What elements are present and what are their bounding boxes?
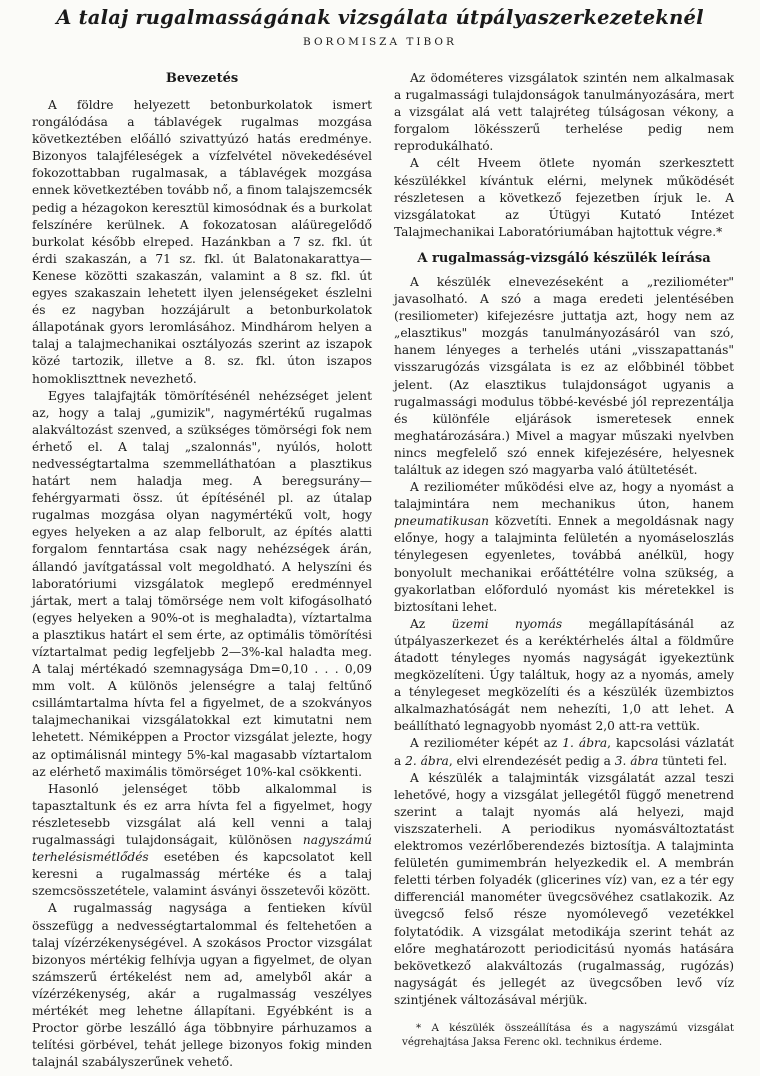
paragraph: [32, 781, 372, 901]
italic-text: pneumatikusan: [394, 514, 489, 529]
italic-text: 2. ábra: [405, 753, 449, 768]
paragraph: Az ödométeres vizsgálatok szintén nem alkalmasak a rugalmassági tulajdonságok tanulmányozására, mert a vizsgálat alá vett talajréteg túlságosan vékony, a forgalom lökésszerű terhelése pedig nem reprodukálható.: [394, 71, 734, 154]
text-run: tünteti fel.: [658, 753, 728, 768]
footnote: * A készülék összeállítása és a nagyszámú vizsgálat végrehajtása Jaksa Ferenc okl. technikus érdeme.: [402, 1021, 734, 1049]
italic-text: 1. ábra: [562, 736, 608, 751]
text-run: , elvi elrendezését pedig a: [448, 753, 615, 768]
italic-text: 3. ábra: [614, 753, 659, 768]
paragraph: Egyes talajfajták tömörítésénél nehézséget jelent az, hogy a talaj „gumizik", nagymértékű rugalmas alakváltozást szenved, a szükséges tömörségi fok nem érhető el. A talaj „szalonnás", nyúlós, holott nedvességtartalma szemmelláthatóan a plasztikus határt nem haladja meg. A beregsurány—fehérgyarmati össz. út építésénél pl. az útalap rugalmas mozgása olyan nagymértékű volt, hogy egyes helyeken a az alap felborult, az építés alatti forgalom fenntartása csak nagy nehézségek árán, állandó javítgatással volt megoldható. A helyszíni és laboratóriumi vizsgálatok meglepő eredménnyel jártak, mert a talaj tömörsége nem volt kifogásolható (egyes helyeken a 90%-ot is meghaladta), víztartalma a plasztikus határt el sem érte, az optimális tömörítési víztartalmat pedig legfeljebb 2—3%-kal haladta meg. A talaj mértékadó szemnagysága Dm=0,10 . . . 0,09 mm volt. A különös jelenségre a talaj feltűnő csillámtartalma hívta fel a figyelmet, de a szokványos talajmechanikai vizsgálatokkal ezt kimutatni nem lehetett. Némiképpen a Proctor vizsgálat jelezte, hogy az optimálisnál mintegy 5%-kal magasabb víztartalom az elérhető maximális tömörséget 10%-kal csökkenti.: [32, 388, 372, 779]
text-run: Az: [410, 616, 452, 631]
paragraph: A rugalmasság nagysága a fentieken kívül összefügg a nedvességtartalommal és feltehetően a talaj vízérzékenységével. A szokásos Proctor vizsgálat bizonyos mértékig felhívja ugyan a figyelmet, de olyan számszerű értékelést nem ad, amelyből akár a vízérzékenység, akár a rugalmasság veszélyes mértékét meg lehetne állapítani. Egyébként is a Proctor görbe leszálló ága többnyire párhuzamos a telítési görbével, tehát jellege bizonyos fokig minden talajnál szabályszerűnek vehető.: [32, 901, 372, 1070]
left-column: [32, 70, 372, 1071]
text-run: közvetíti. Ennek a megoldásnak nagy előnye, hogy a talajminta felületén a nyomáseloszlás ténylegesen egyenletes, továbbá anélkül, hogy bonyolult mechanikai erőáttétélre volna szükség, a gyakorlatban előforduló nyomást kis méretekkel is biztosítani lehet.: [394, 514, 734, 614]
section-heading-device: A rugalmasság-vizsgáló készülék leírása: [417, 250, 711, 266]
paragraph: A készülék a talajminták vizsgálatát azzal teszi lehetővé, hogy a vizsgálat jellegétől függő menetrend szerint a talajt nyomás alá helyezi, majd viszszaterheli. A periodikus nyomásváltoztatást elektromos vezérlőberendezés biztosítja. A talajminta felületén gumimembrán helyezkedik el. A membrán feletti térben folyadék (glicerines víz) van, ez a tér egy differenciál manométer üvegcsövéhez csatlakozik. Az üvegcső felső része nyomólevegő vezetékkel folytatódik. A vizsgálat metodikája szerint tehát az előre meghatározott periodicitású nyomás hatására bekövetkező alakváltozás (rugalmasság, rugózás) nagyságát és jellegét az üvegcsőben levő víz szintjének változásával mérjük.: [394, 770, 734, 1007]
paragraph: A célt Hveem ötlete nyomán szerkesztett készülékkel kívántuk elérni, melynek működését részletesen a következő fejezetben írjuk le. A vizsgálatokat az Útügyi Kutató Intézet Talajmechanikai Laboratóriumában hajtottuk végre.*: [394, 156, 734, 239]
section-heading-introduction: Bevezetés: [165, 71, 239, 86]
text-run: megállapításánál az útpályaszerkezet és a keréktérhelés által a földműre átadott tényleges nyomás nagyságát igyekeztünk megközelíteni. Úgy találtuk, hogy az a nyomás, amely a ténylegeset megközelíti és a készülék üzembiztos alkalmazhatóságát nem nehezíti, 1,0 att lehet. A beállítható legnagyobb nyomást 2,0 att-ra vettük.: [394, 616, 734, 734]
text-run: , kapcsolási vázlatát a: [394, 736, 734, 768]
paragraph: A készülék elnevezéseként a „reziliométer" javasolható. A szó a maga eredeti jelentésében (resiliometer) kifejezésre juttatja azt, hogy nem az „elasztikus" mozgás tanulmányozásáról van szó, hanem lényeges a terhelés utáni „visszapattanás" visszarugózás vizsgálata is ez az előbbinél többet jelent. (Az elasztikus tulajdonságot ugyanis a rugalmassági modulus többé-kevésbé jól reprezentálja és különféle eljárások ismeretesek ennek meghatározására.) Mivel a magyar műszaki nyelvben nincs megfelelő szó ennek kifejezésére, helyesnek találtuk az idegen szó magyarba való átültetését.: [394, 274, 734, 477]
paragraph: A földre helyezett betonburkolatok ismert rongálódása a táblavégek rugalmas mozgása következtében előálló szivattyúzó hatás eredménye. Bizonyos talajféleségek a vízfelvétel növekedésével fokozottabban rugalmasak, a táblavégek mozgása ennek következtében tovább nő, a finom talajszemcsék pedig a hézagokon keresztül kimosódnak és a burkolat felszínére kerülnek. A fokozatosan aláüregelődő burkolat később elreped. Hazánkban a 7 sz. fkl. út érdi szakaszán, a 71 sz. fkl. út Balatonakarattya—Kenese közötti szakaszán, valamint a 8 sz. fkl. út egyes szakaszain lehetett ilyen jelenségeket észlelni és ez nagyban hozzájárult a betonburkolatok állapotának gyors leromlásához. Mindhárom helyen a talaj a talajmechanikai osztályozás szerint az iszapok közé tartozik, illetve a 8. sz. fkl. úton iszapos homokliszttnek nevezhető.: [32, 98, 372, 386]
italic-text: nagyszámú terhelésismétlődés: [32, 833, 372, 865]
italic-text: üzemi nyomás: [451, 616, 563, 631]
text-run: Hasonló jelenséget több alkalommal is tapasztaltunk és ez arra hívta fel a figyelmet, hogy részletesebb vizsgálat alá kell venni a talaj rugalmassági tulajdonságait, különösen: [32, 781, 372, 848]
text-run: A reziliométer képét az: [410, 736, 563, 751]
article-author: BOROMISZA TIBOR: [303, 36, 457, 48]
paragraph: [394, 735, 734, 769]
right-column: [394, 70, 734, 1050]
text-run: A reziliométer működési elve az, hogy a nyomást a talajmintára nem mechanikus úton, hanem: [394, 480, 734, 512]
paragraph: [394, 479, 734, 616]
text-run: esetében és kapcsolatot kell keresni a rugalmasság mértéke és a talaj szemcsösszetétele, valamint ásványi összetevői között.: [32, 850, 372, 899]
paragraph: [394, 616, 734, 736]
article-title: A talaj rugalmasságának vizsgálata útpályaszerkezeteknél: [56, 6, 704, 29]
